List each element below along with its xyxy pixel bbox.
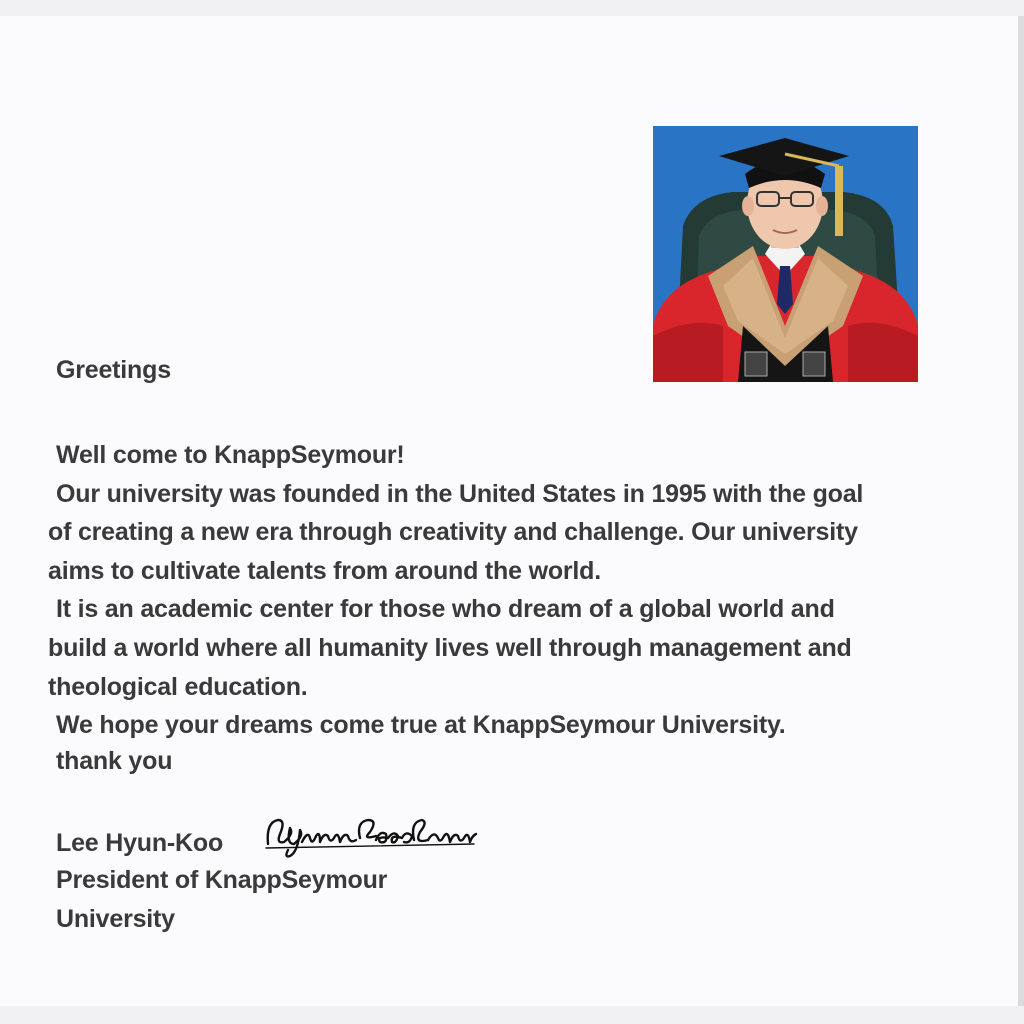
letter-body	[48, 436, 978, 745]
president-name: Lee Hyun-Koo	[56, 829, 224, 857]
letter-page	[0, 16, 1024, 1006]
body-line: Well come to KnappSeymour!	[56, 441, 405, 469]
handwritten-signature	[264, 814, 478, 860]
body-line: build a world where all humanity lives well through management and	[48, 633, 852, 662]
body-line: theological education.	[48, 672, 308, 701]
body-line: Our university was founded in the United States in 1995 with the goal	[56, 479, 864, 508]
body-line: of creating a new era through creativity and challenge. Our university	[48, 518, 858, 547]
closing: thank you	[56, 747, 173, 775]
president-title-line1: President of KnappSeymour	[56, 866, 388, 894]
greeting: Greetings	[56, 356, 171, 384]
body-line: It is an academic center for those who dream of a global world and	[56, 595, 835, 624]
president-title-line2: University	[56, 905, 175, 933]
president-portrait	[653, 126, 918, 382]
body-line: aims to cultivate talents from around the world.	[48, 556, 601, 585]
body-line: We hope your dreams come true at KnappSeymour University.	[56, 711, 786, 740]
